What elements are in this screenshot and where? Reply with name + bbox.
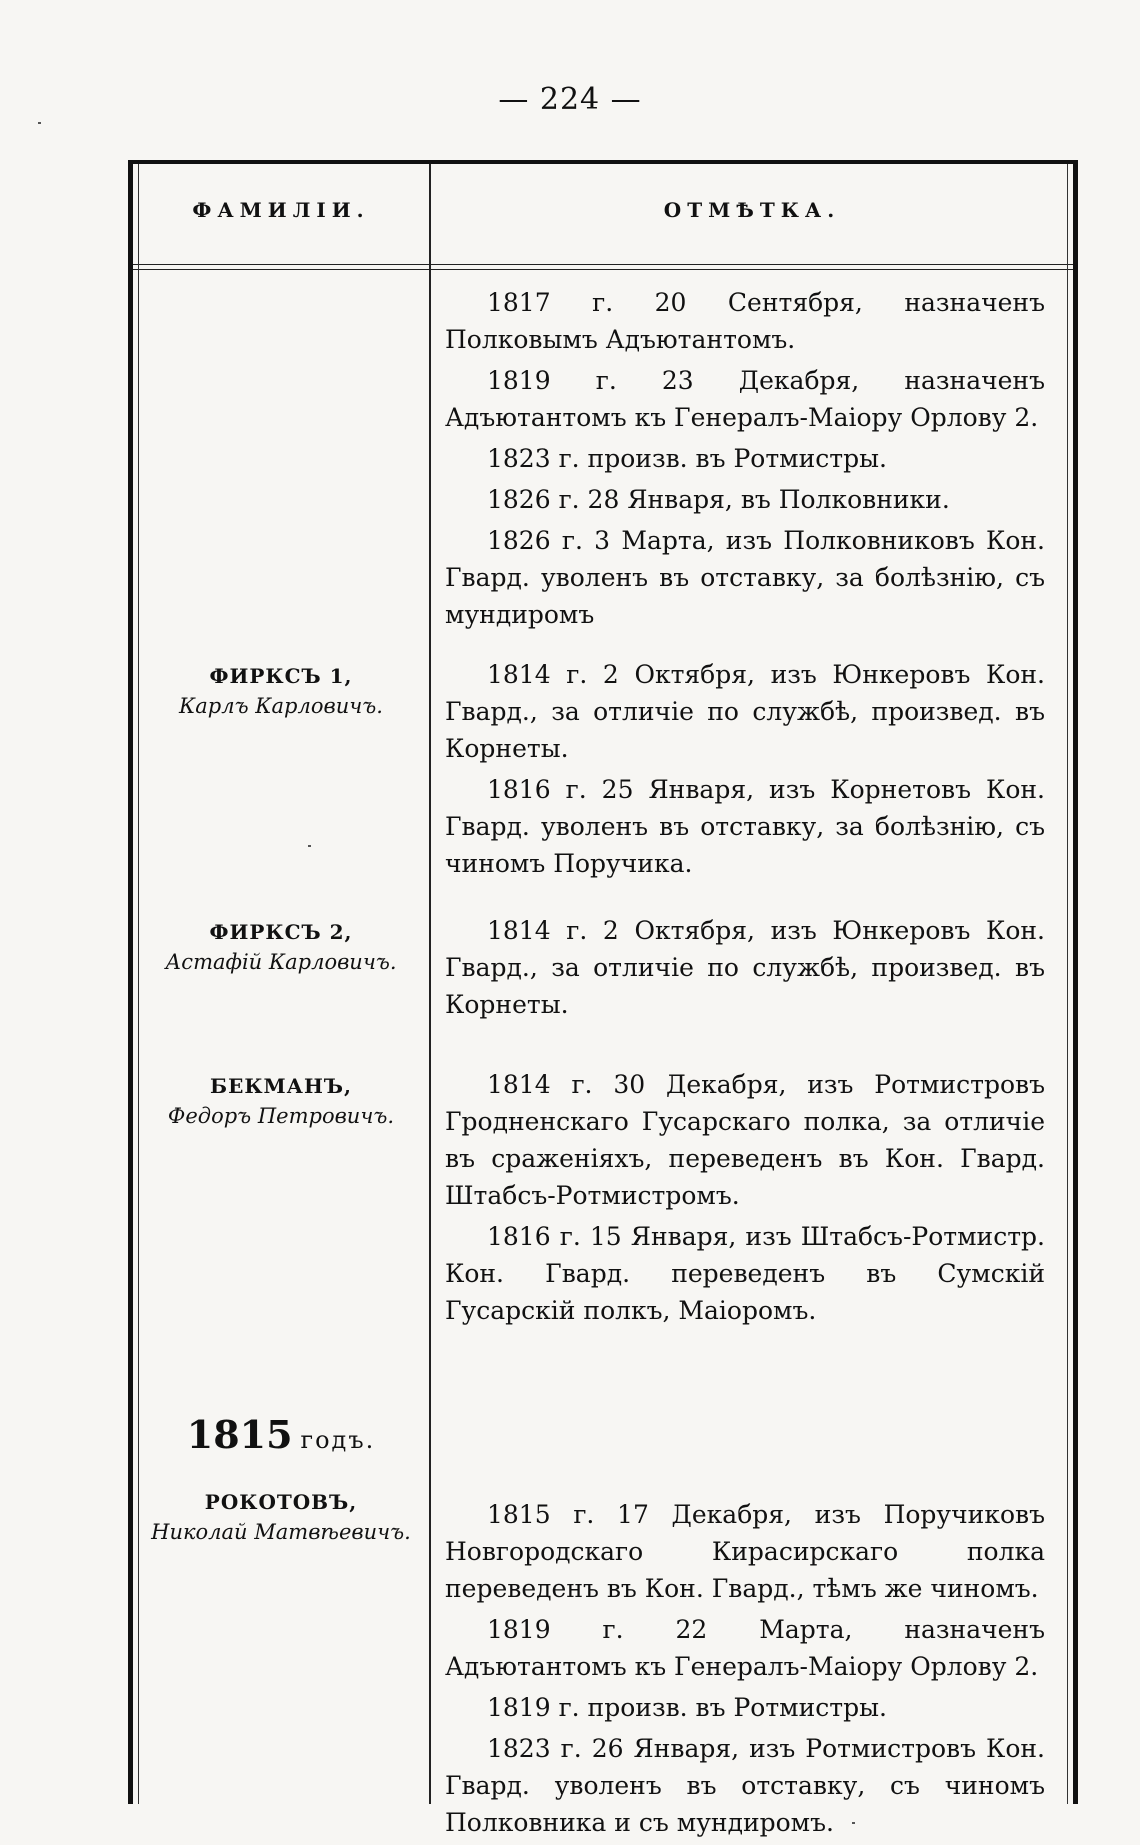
record-notes (445, 912, 1045, 1027)
record-given-name: Федоръ Петровичъ. (167, 1104, 395, 1128)
print-speck (308, 845, 311, 847)
print-speck (38, 122, 41, 124)
record-note: 1816 г. 25 Января, изъ Корнетовъ Кон. Гвард. уволенъ въ отставку, за болѣзнію, съ чиномъ Поручика. (445, 775, 1045, 878)
record-note: 1819 г. 22 Марта, назначенъ Адъютантомъ къ Генералъ-Маіору Орлову 2. (445, 1615, 1045, 1681)
record-note: 1826 г. 3 Марта, изъ Полковниковъ Кон. Гвард. уволенъ въ отставку, за болѣзнію, съ мундиромъ (445, 526, 1045, 629)
record-name (133, 1490, 429, 1544)
note-column-header: ОТМѢТКА. (663, 198, 841, 222)
year-word: годъ. (300, 1426, 376, 1454)
record-given-name: Николай Матвѣевичъ. (151, 1520, 411, 1544)
column-divider (429, 164, 431, 1804)
record-notes (445, 1496, 1045, 1845)
record-note: 1814 г. 30 Декабря, изъ Ротмистровъ Гродненскаго Гусарскаго полка, за отличіе въ сраженіяхъ, переведенъ въ Кон. Гвард. Штабсъ-Ротмистромъ. (445, 1070, 1045, 1210)
record-name (133, 1074, 429, 1128)
record-note: 1814 г. 2 Октября, изъ Юнкеровъ Кон. Гвард., за отличіе по службѣ, произвед. въ Корнеты. (445, 660, 1045, 763)
record-note: 1823 г. произв. въ Ротмистры. (487, 444, 887, 473)
record-name (133, 664, 429, 718)
record-notes (445, 656, 1045, 886)
surname-column-header: ФАМИЛІИ. (192, 198, 370, 222)
record-note: 1817 г. 20 Сентября, назначенъ Полковымъ Адъютантомъ. (445, 288, 1045, 354)
record-notes (445, 1066, 1045, 1333)
record-given-name: Астафій Карловичъ. (165, 950, 397, 974)
record-note: 1823 г. 26 Января, изъ Ротмистровъ Кон. Гвард. уволенъ въ отставку, съ чиномъ Полковника и съ мундиромъ. (445, 1734, 1045, 1837)
record-surname: ФИРКСЪ 2, (209, 920, 353, 944)
record-note: 1819 г. 23 Декабря, назначенъ Адъютантомъ къ Генералъ-Маіору Орлову 2. (445, 366, 1045, 432)
record-surname: ФИРКСЪ 1, (209, 664, 353, 688)
print-speck (852, 1822, 855, 1824)
record-given-name: Карлъ Карловичъ. (179, 694, 383, 718)
record-name (133, 920, 429, 974)
record-note: 1815 г. 17 Декабря, изъ Поручиковъ Новгородскаго Кирасирскаго полка переведенъ въ Кон. Гвард., тѣмъ же чиномъ. (445, 1500, 1045, 1603)
table-header (133, 164, 1073, 265)
record-note: 1826 г. 28 Января, въ Полковники. (487, 485, 950, 514)
page-number: — 224 — (498, 82, 642, 117)
record-note: 1819 г. произв. въ Ротмистры. (487, 1693, 887, 1722)
year-heading (133, 1412, 429, 1457)
record-table (128, 160, 1078, 1837)
record-surname: РОКОТОВЪ, (204, 1490, 358, 1514)
record-notes (445, 284, 1045, 637)
record-note: 1814 г. 2 Октября, изъ Юнкеровъ Кон. Гвард., за отличіе по службѣ, произвед. въ Корнеты. (445, 916, 1045, 1019)
year-number: 1815 (186, 1412, 293, 1457)
record-surname: БЕКМАНЪ, (210, 1074, 352, 1098)
record-note: 1816 г. 15 Января, изъ Штабсъ-Ротмистр. Кон. Гвард. переведенъ въ Сумскій Гусарскій полкъ, Маіоромъ. (445, 1222, 1045, 1325)
